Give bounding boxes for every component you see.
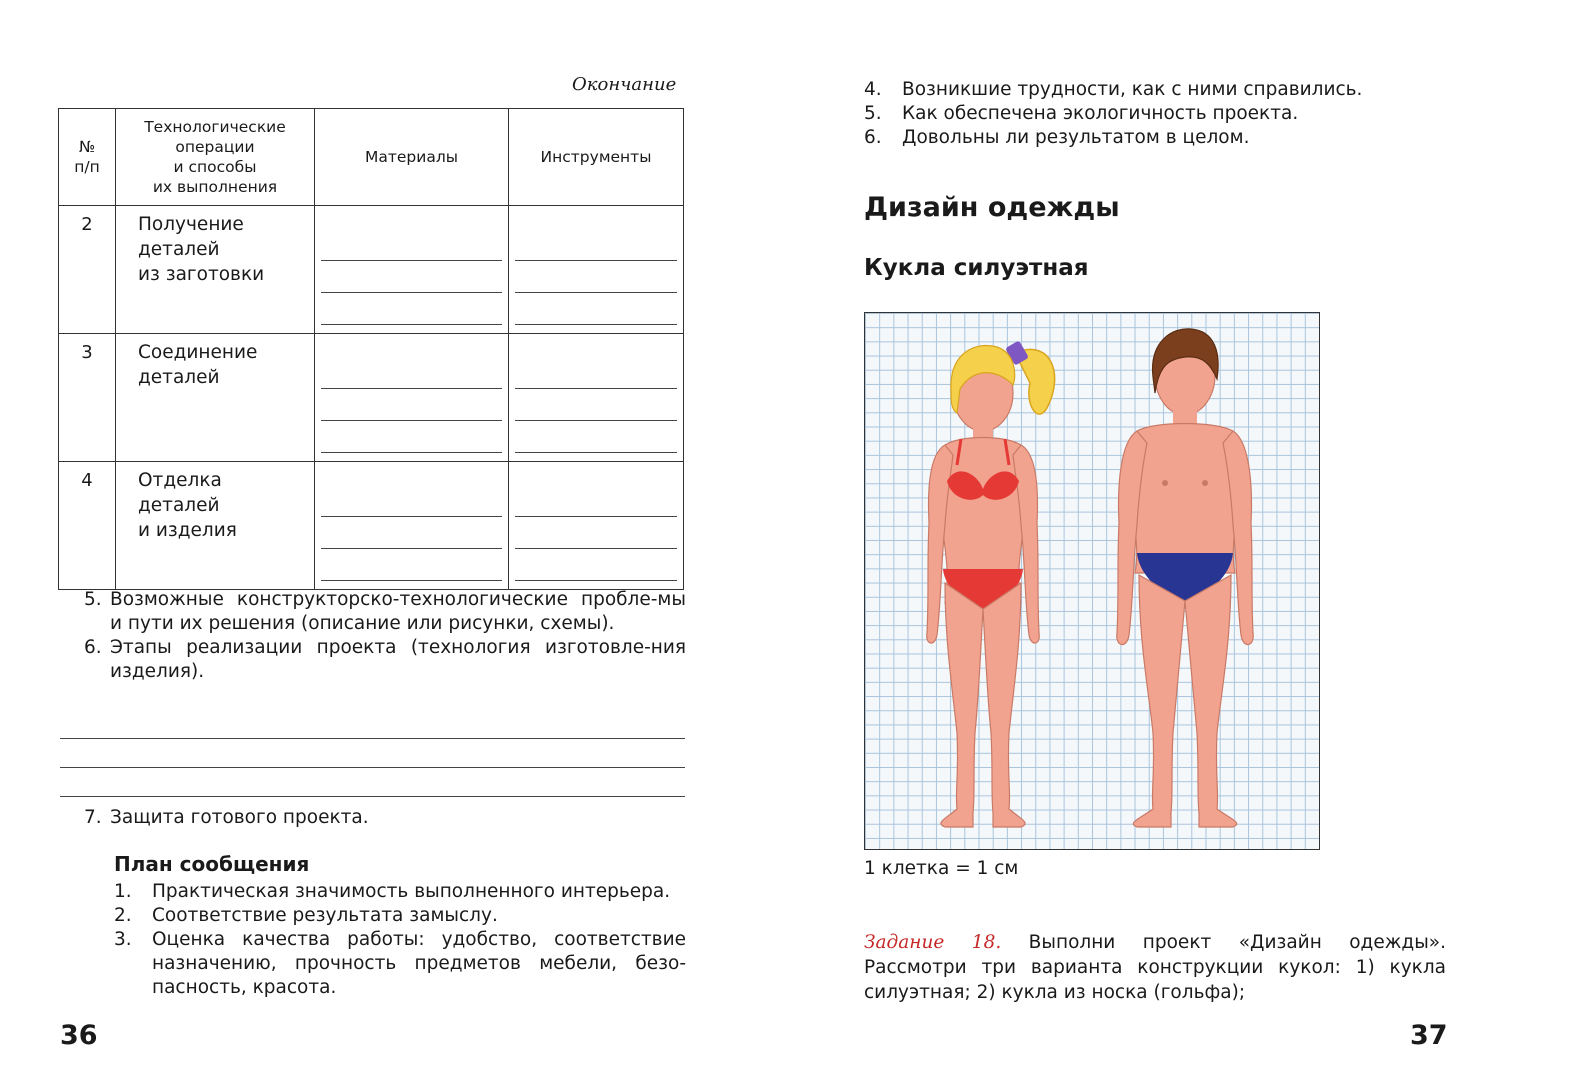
task-text: Выполни проект «Дизайн одежды». Рассмотри три варианта конструкции кукол: 1) кукла силуэтная; 2) кукла из носка (гольфа);	[864, 932, 1446, 1003]
page-number: 37	[1410, 1020, 1448, 1051]
item-text: Как обеспечена экологичность проекта.	[902, 103, 1299, 124]
girl-figure	[927, 340, 1055, 827]
item-number: 1.	[114, 881, 132, 902]
item-number: 7.	[84, 807, 102, 828]
list-item	[114, 880, 686, 904]
answer-line[interactable]	[60, 738, 685, 739]
plan-list	[114, 880, 686, 1000]
list-item	[84, 806, 686, 830]
header-materials: Материалы	[315, 109, 509, 206]
task-label: Задание 18.	[864, 932, 1002, 953]
row-operation: Соединение деталей	[116, 334, 315, 462]
item-number: 6.	[84, 637, 102, 658]
row-operation: Получение деталей из заготовки	[116, 206, 315, 334]
header-operations: Технологические операции и способы их выполнения	[116, 109, 315, 206]
item-text: Возможные конструкторско-технологические пробле-мы и пути их решения (описание или рисунки, схемы).	[110, 589, 686, 634]
item-number: 5.	[84, 589, 102, 610]
plan-title: План сообщения	[114, 852, 310, 876]
item-number: 2.	[114, 905, 132, 926]
item-list	[84, 588, 686, 684]
item-list	[84, 806, 686, 830]
row-number: 3	[59, 334, 116, 462]
materials-cell[interactable]	[315, 334, 509, 462]
list-item	[864, 126, 1424, 150]
answer-line[interactable]	[60, 796, 685, 797]
list-item	[84, 588, 686, 636]
scale-note: 1 клетка = 1 см	[864, 858, 1019, 879]
doll-figures	[865, 313, 1319, 849]
task-paragraph	[864, 930, 1446, 1005]
list-item	[864, 102, 1424, 126]
row-number: 2	[59, 206, 116, 334]
left-page	[0, 0, 790, 1077]
tools-cell[interactable]	[509, 462, 684, 590]
item-number: 4.	[864, 79, 882, 100]
header-number: № п/п	[59, 109, 116, 206]
doll-illustration	[864, 312, 1320, 850]
item-text: Довольны ли результатом в целом.	[902, 127, 1250, 148]
row-operation: Отделка деталей и изделия	[116, 462, 315, 590]
tools-cell[interactable]	[509, 334, 684, 462]
list-item	[864, 78, 1424, 102]
continuation-label: Окончание	[572, 74, 677, 95]
item-text: Соответствие результата замыслу.	[152, 905, 498, 926]
item-number: 3.	[114, 929, 132, 950]
boy-figure	[1117, 329, 1253, 827]
section-title: Дизайн одежды	[864, 192, 1120, 223]
item-text: Этапы реализации проекта (технология изготовле-ния изделия).	[110, 637, 686, 682]
list-item	[114, 928, 686, 1000]
answer-line[interactable]	[60, 767, 685, 768]
item-number: 5.	[864, 103, 882, 124]
list-item	[84, 636, 686, 684]
subsection-title: Кукла силуэтная	[864, 255, 1089, 281]
header-tools: Инструменты	[509, 109, 684, 206]
item-text: Защита готового проекта.	[110, 807, 369, 828]
table-header-row	[59, 109, 684, 206]
item-text: Возникшие трудности, как с ними справились.	[902, 79, 1363, 100]
table-row	[59, 206, 684, 334]
table-row	[59, 462, 684, 590]
technology-table	[58, 108, 684, 590]
question-list	[864, 78, 1424, 150]
item-text: Оценка качества работы: удобство, соответствие назначению, прочность предметов мебели, безо-пасность, красота.	[152, 929, 686, 998]
page-number: 36	[60, 1020, 98, 1051]
list-item	[114, 904, 686, 928]
materials-cell[interactable]	[315, 206, 509, 334]
item-text: Практическая значимость выполненного интерьера.	[152, 881, 671, 902]
tools-cell[interactable]	[509, 206, 684, 334]
item-number: 6.	[864, 127, 882, 148]
table-row	[59, 334, 684, 462]
materials-cell[interactable]	[315, 462, 509, 590]
row-number: 4	[59, 462, 116, 590]
